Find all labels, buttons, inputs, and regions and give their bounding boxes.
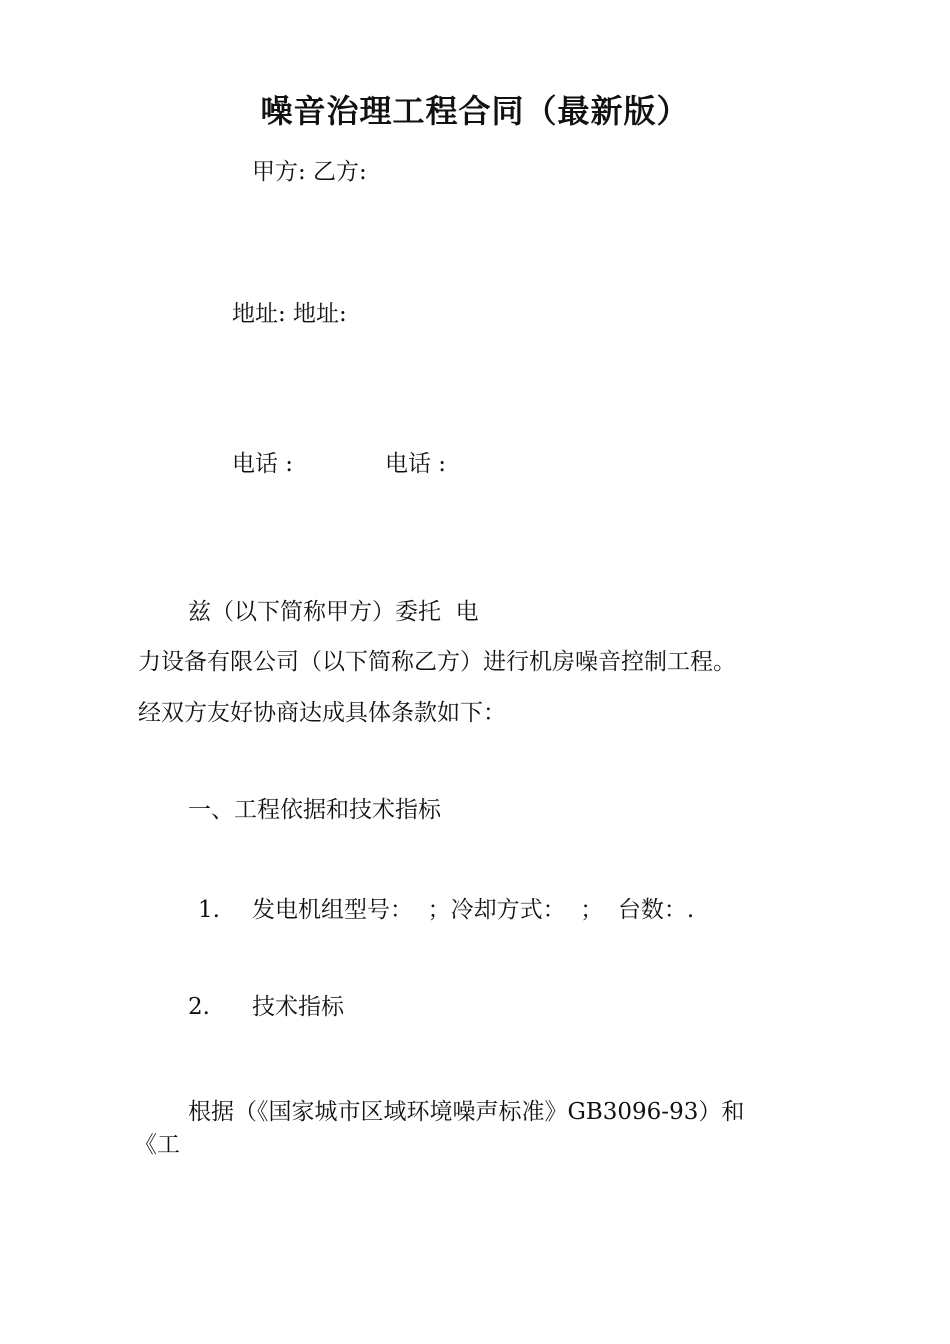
intro-line-2: 力设备有限公司（以下简称乙方）进行机房噪音控制工程。 [138, 649, 736, 675]
parties-line: 甲方: 乙方: [252, 159, 367, 185]
item-1-number: 1. [198, 897, 220, 923]
phone-party-a: 电话 : [232, 451, 294, 477]
intro-line-3: 经双方友好协商达成具体条款如下： [138, 700, 506, 726]
document-title: 噪音治理工程合同（最新版） [260, 92, 690, 130]
item-2-text: 技术指标 [252, 994, 344, 1020]
basis-line-1: 根据（《国家城市区域环境噪声标准》GB3096-93）和 [188, 1099, 745, 1125]
section-heading: 一、工程依据和技术指标 [188, 797, 441, 823]
address-line: 地址: 地址: [232, 301, 347, 327]
intro-line-1: 兹（以下简称甲方）委托 电 [188, 599, 479, 625]
phone-party-b: 电话 : [385, 451, 447, 477]
item-2-number: 2. [188, 994, 210, 1020]
item-1-text: 发电机组型号： ；冷却方式： ； 台数：. [252, 897, 695, 923]
basis-line-2: 《工 [134, 1132, 180, 1158]
